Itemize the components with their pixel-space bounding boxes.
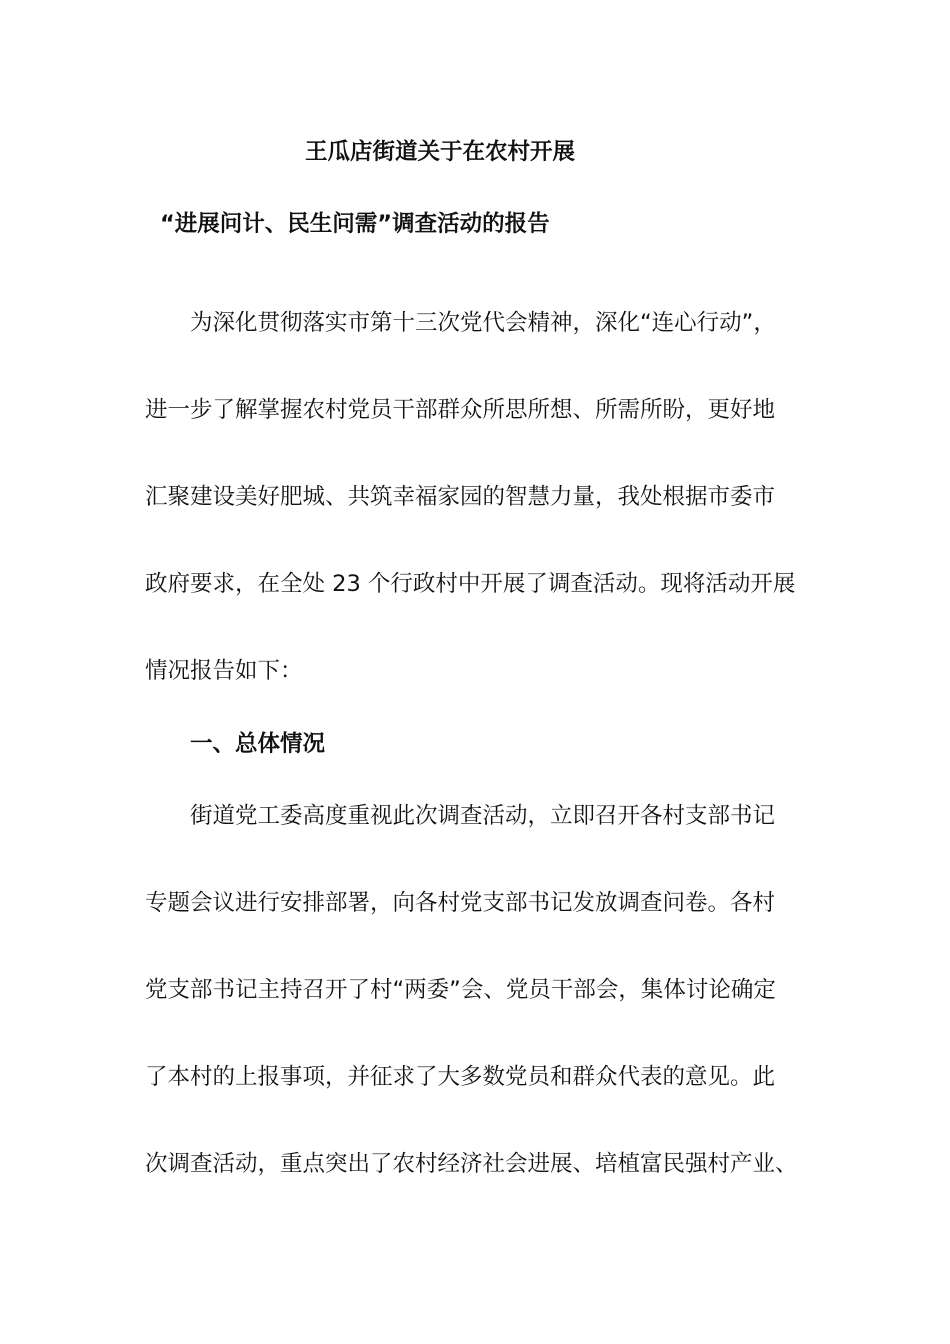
- paragraph-line: 情况报告如下：: [145, 658, 303, 684]
- paragraph-line: 专题会议进行安排部署，向各村党支部书记发放调查问卷。各村: [145, 890, 776, 916]
- paragraph-line: 汇聚建设美好肥城、共筑幸福家园的智慧力量，我处根据市委市: [145, 484, 776, 510]
- paragraph-line: 了本村的上报事项，并征求了大多数党员和群众代表的意见。此: [145, 1064, 776, 1090]
- paragraph-line: 为深化贯彻落实市第十三次党代会精神，深化“连心行动”，: [190, 310, 776, 336]
- title-line-2: “进展问计、民生问需”调查活动的报告: [160, 211, 550, 237]
- paragraph-line: 党支部书记主持召开了村“两委”会、党员干部会，集体讨论确定: [145, 977, 776, 1003]
- title-line-1: 王瓜店街道关于在农村开展: [305, 139, 576, 165]
- paragraph-line: 街道党工委高度重视此次调查活动，立即召开各村支部书记: [190, 803, 776, 829]
- paragraph-line: 进一步了解掌握农村党员干部群众所思所想、所需所盼，更好地: [145, 397, 776, 423]
- paragraph-line: 次调查活动，重点突出了农村经济社会进展、培植富民强村产业、: [145, 1151, 798, 1177]
- section-heading: 一、总体情况: [190, 731, 326, 757]
- paragraph-line: 政府要求，在全处 23 个行政村中开展了调查活动。现将活动开展: [145, 571, 796, 597]
